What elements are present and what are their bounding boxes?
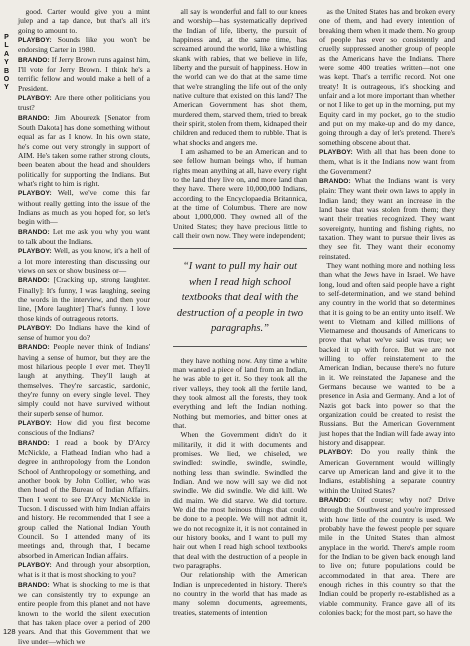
paragraph-text: Sounds like you won't be endorsing Carter in 1980.	[18, 34, 150, 55]
paragraph	[18, 438, 150, 560]
paragraph	[18, 342, 150, 418]
speaker-label: BRANDO:	[18, 581, 53, 589]
column-2-bottom-text	[173, 356, 307, 617]
speaker-label: BRANDO:	[18, 228, 53, 236]
speaker-label: PLAYBOY:	[18, 324, 56, 332]
paragraph-text: Let me ask you why you want to talk about the Indians.	[18, 226, 151, 246]
paragraph-text: With all that has been done to them, what is it the Indians now want from the Government?	[319, 146, 455, 176]
paragraph-text: I read a book by D'Arcy McNickle, a Flathead Indian who had a degree in anthropology from the London School of Anthropology or something, and another book by John Collier, who was then head of the Bureau of Indian Affairs. Then I went to see D'Arcy McNickle in Tucson. I discussed with him Indian affairs and history. He recommended that I see a group called the National Indian Youth Council. So I attended many of its meetings and, through that, I became absorbed in American Indian affairs.	[18, 437, 150, 560]
article-column-2	[173, 7, 307, 633]
paragraph-text: They want nothing more and nothing less than what the Jews have in Israel. We have long, loud and often said people have a right to self-determination, and we stand behind any country in the world that so determines that it is going to be an entity unto itself. We went to Vietnam and killed millions of Vietnamese and thousands of Americans to prove that what we've said was true; we backed it up with force. But we are not willing to offer reinstatement to the American Indian, because there's no future in it. We reinstated the Japanese and the Germans because we wanted to be a presence in Asia and Germany. And a lot of Nazis got back into power so that the organization could be created to resist the Russians. But the American Government just hopes that the Indian will fade away into history and disappear.	[319, 260, 455, 448]
article-column-3	[319, 7, 455, 633]
speaker-label: PLAYBOY:	[319, 148, 357, 156]
margin-label-letter: B	[3, 67, 10, 75]
paragraph	[319, 147, 455, 176]
speaker-label: PLAYBOY:	[18, 248, 54, 256]
paragraph	[18, 246, 150, 275]
paragraph-text: Jim Abourezk [Senator from South Dakota] has done something without equal as far as I know. In his own state, he's come out very strongly in support of AIM. He's taken some rather strong clouts, been beaten about the head and shoulders politically for supporting the Indians. But what's right to him is right.	[18, 112, 151, 188]
paragraph	[319, 447, 455, 495]
pull-quote: “I want to pull my hair out when I read high school textbooks that deal with the destruction of a people in two paragraphs.”	[173, 248, 307, 347]
article-column-1	[18, 7, 151, 646]
speaker-label: BRANDO:	[18, 56, 52, 64]
paragraph-text: Well, we've come this far without really getting into the issue of the Indians as much as you hoped for, so let's begin with—	[18, 188, 150, 227]
paragraph	[173, 570, 307, 617]
paragraph	[173, 7, 307, 147]
margin-label-letter: A	[3, 50, 10, 58]
paragraph	[173, 430, 307, 570]
paragraph	[18, 93, 150, 113]
paragraph-text: What is shocking to me is that we can consistently try to expunge an entire people from this planet and not have known to the world the silent execution that has taken place over a period of 200 years. And that this Government that we live under—which we	[18, 579, 151, 646]
paragraph	[18, 323, 150, 343]
paragraph-text: How did you first become conscious of the Indians?	[18, 418, 150, 438]
paragraph-text: When the Government didn't do it militarily, it did it with documents and promises. We lied, we chiseled, we swindled: swindle, swindle, swindle, nothing less than swindle. Swindled the Indian. And we now will say we did not swindle. We did swindle. We did kill. We did maim. We did starve. We did torture. We did the most heinous things that could be done to a people. We will not admit it, we do not recognize it, it is not contained in our history books, and I want to pull my hair out when I read high school textbooks that deal with the destruction of a people in two paragraphs.	[173, 430, 307, 570]
speaker-label: BRANDO:	[319, 497, 358, 505]
paragraph	[319, 7, 455, 147]
paragraph-text: I am ashamed to be an American and to see fellow human beings who, if human rights mean anything at all, have every right to the land they live on, and more land than they have. There were 10,000,000 Indians, according to the Encyclopaedia Britannica, at the time of Columbus. There are now about 1,000,000. They owned all of the United States; they have precious little to call their own now. They were independent;	[173, 146, 307, 240]
speaker-label: BRANDO:	[18, 344, 54, 352]
speaker-label: PLAYBOY:	[319, 449, 361, 457]
margin-label-letter: P	[4, 34, 9, 41]
speaker-label: BRANDO:	[18, 277, 54, 285]
paragraph	[173, 147, 307, 240]
paragraph	[18, 55, 150, 93]
paragraph-text: Of course; why not? Drive through the Southwest and you're impressed with how little of the country is used. We probably have the fewest people per square mile in the United States than almost anyplace in the world. There's ample room for the Indian to be given back enough land to live on; future populations could be accommodated in that area. There are enough riches in this country so that the Indian could be properly re-established as a viable community. France gave all of its colonies back; for the most part, so have the	[319, 495, 456, 617]
paragraph-text: Our relationship with the American Indian is unprecedented in history. There's no country in the world that has made as many solemn documents, agreements, treaties, statements of intention	[173, 570, 307, 617]
paragraph-text: [Cracking up, strong laughter. Finally]: It's funny, I was laughing, seeing the words in the interview, and then your line, [More laughter] That's funny. I love those kinds of outrageous retorts.	[18, 275, 151, 323]
margin-label-letter: O	[3, 76, 10, 84]
speaker-label: PLAYBOY:	[18, 94, 55, 102]
paragraph-text: Well, as you know, it's a hell of a lot more interesting than discussing our views on sex or show business or—	[18, 246, 150, 275]
margin-label-letter: Y	[4, 84, 9, 92]
paragraph-text: Do you really think the American Government would willingly carve up American land and give it to the Indians, establishing a separate country within the United States?	[319, 447, 455, 495]
paragraph-text: they have nothing now. Any time a white man wanted a piece of land from an Indian, he was able to get it. So they took all the river valleys, they took all the fertile land, they took almost all the forests, they took everything and left the Indian nothing. Nothing but memories, and bitter ones at that.	[173, 355, 307, 430]
paragraph-text: People never think of Indians' having a sense of humor, but they are the most hilarious people I ever met. They'll laugh at anything. They'll laugh at themselves. They're sarcastic, sardonic, they're funny on every single level. They simply could not have survived without their superb sense of humor.	[18, 342, 150, 418]
paragraph	[18, 35, 150, 55]
paragraph-text: all say is wonderful and fall to our knees and worship—has systematically deprived the Indian of life, liberty, the pursuit of happiness and, at the same time, has screamed around the world, like a whistling skank with rabies, that we believe in life, liberty and the pursuit of happiness. How in the world can we do that at the same time that we're strangling the life out of the only native culture that existed on this land? The American Government has shot them, murdered them, starved them, tried to break their spirit, stolen from them, kidnaped their children and reduced them to rubble. That is what shocks and angers me.	[173, 7, 307, 147]
margin-label-letter: L	[4, 42, 9, 50]
paragraph-text: good. Carter would give you a mint julep and a tap dance, but that's all it's going to amount to.	[18, 7, 150, 35]
paragraph	[18, 580, 150, 646]
paragraph-text: If Jerry Brown runs against him, I'll vote for Jerry Brown. I think he's a terrific fellow and would make a hell of a President.	[18, 54, 151, 93]
paragraph-text: Are there other politicians you trust?	[18, 92, 150, 113]
page-number: 128	[3, 627, 16, 636]
paragraph-text: What the Indians want is very plain: They want their own laws to apply in Indian land; they want an increase in the land base that was stolen from them; they want their treaties recognized. They want sovereignty, hunting and fishing rights, no taxation. They want to pursue their lives as they see fit. They want their economy reinstated.	[319, 175, 455, 261]
speaker-label: PLAYBOY:	[18, 36, 58, 44]
magazine-margin-label	[2, 34, 11, 93]
paragraph	[18, 275, 150, 323]
column-2-top-text	[173, 7, 307, 240]
speaker-label: BRANDO:	[319, 177, 355, 185]
speaker-label: PLAYBOY:	[18, 420, 58, 428]
paragraph	[18, 227, 150, 247]
paragraph	[18, 560, 150, 580]
paragraph	[18, 7, 150, 35]
paragraph	[173, 356, 307, 431]
paragraph	[319, 261, 455, 448]
paragraph	[319, 176, 455, 261]
paragraph-text: Do Indians have the kind of sense of humor you do?	[18, 322, 150, 343]
margin-label-letter: Y	[4, 59, 9, 67]
paragraph	[18, 188, 150, 226]
paragraph	[18, 418, 150, 438]
paragraph-text: as the United States has and broken every one of them, and had every intention of breaking them when it made them. No group of people has ever so consistently and cruelly suppressed another group of people as the Americans have the Indians. There were some 400 treaties written—not one was kept. That's a terrific record. Not one treaty! It is outrageous, it's shocking and unfair and a lot more important than whether or not I like to get up in the morning, put my Equity card in my pocket, go to the studio and put on my make-up and do my dance, going through a day of let's pretend. There's something obscene about that.	[319, 7, 455, 147]
paragraph	[18, 113, 150, 189]
paragraph	[319, 495, 455, 617]
speaker-label: BRANDO:	[18, 114, 55, 122]
speaker-label: PLAYBOY:	[18, 190, 58, 198]
paragraph-text: And through your absorption, what is it that is most shocking to you?	[18, 560, 150, 580]
speaker-label: BRANDO:	[18, 439, 56, 447]
speaker-label: PLAYBOY:	[18, 562, 56, 570]
